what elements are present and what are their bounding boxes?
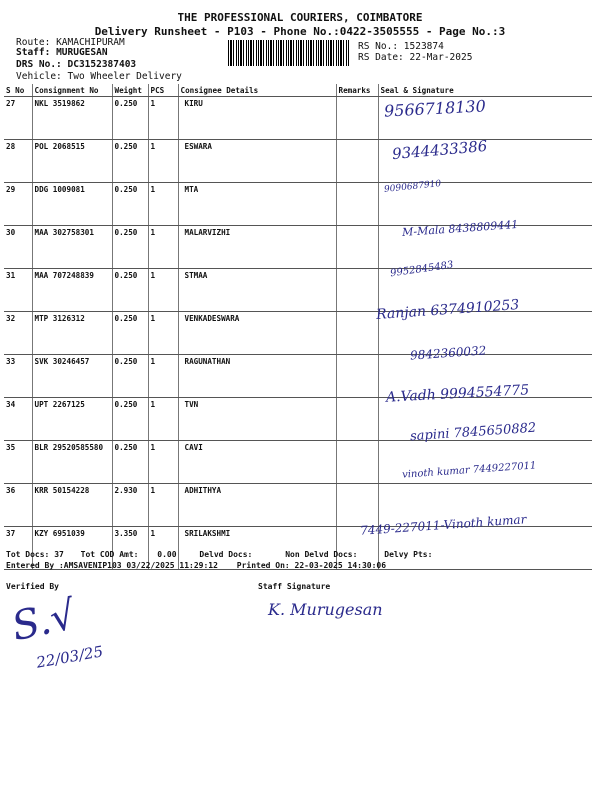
row-remarks <box>336 183 378 226</box>
row-remarks <box>336 312 378 355</box>
vehicle-value: Two Wheeler Delivery <box>67 71 182 82</box>
col-signature: Seal & Signature <box>378 84 592 97</box>
row-pcs: 1 <box>148 226 178 269</box>
row-weight: 0.250 <box>112 398 148 441</box>
verifier-signature-date: 22/03/25 <box>34 642 105 672</box>
table-row <box>4 312 592 355</box>
row-weight: 0.250 <box>112 140 148 183</box>
row-sno: 33 <box>4 355 32 398</box>
rs-no-label: RS No.: <box>358 41 399 52</box>
row-sno: 34 <box>4 398 32 441</box>
row-sno: 32 <box>4 312 32 355</box>
printed-on: Printed On: 22-03-2025 14:30:06 <box>236 561 387 570</box>
rs-date-value: 22-Mar-2025 <box>409 52 473 63</box>
row-remarks <box>336 269 378 312</box>
staff-signature: K. Murugesan <box>268 600 383 619</box>
consignee-signature: 9566718130 <box>383 96 487 121</box>
runsheet-title: Delivery Runsheet - P103 - Phone No.:0422-3505555 - Page No.:3 <box>94 25 506 38</box>
row-consignment: POL 2068515 <box>32 140 112 183</box>
row-consignee: ESWARA <box>178 140 336 183</box>
row-consignee: CAVI <box>178 441 336 484</box>
consignee-signature: 9842360032 <box>409 343 487 363</box>
row-weight: 0.250 <box>112 183 148 226</box>
row-weight: 0.250 <box>112 226 148 269</box>
row-sno: 35 <box>4 441 32 484</box>
row-consignee: RAGUNATHAN <box>178 355 336 398</box>
row-weight: 0.250 <box>112 355 148 398</box>
col-consignee: Consignee Details <box>178 84 336 97</box>
row-sno: 37 <box>4 527 32 570</box>
col-remarks: Remarks <box>336 84 378 97</box>
row-weight: 0.250 <box>112 312 148 355</box>
rs-date-label: RS Date: <box>358 52 404 63</box>
consignee-signature: Ranjan 6374910253 <box>375 296 520 323</box>
row-sno: 31 <box>4 269 32 312</box>
row-consignee: VENKADESWARA <box>178 312 336 355</box>
row-pcs: 1 <box>148 441 178 484</box>
row-remarks <box>336 140 378 183</box>
consignee-signature: M-Mala 8438809441 <box>401 217 519 239</box>
cod-value: 0.00 <box>157 550 177 559</box>
row-pcs: 1 <box>148 269 178 312</box>
row-pcs: 1 <box>148 527 178 570</box>
row-consignee: STMAA <box>178 269 336 312</box>
runsheet-table <box>4 84 592 570</box>
row-consignment: MTP 3126312 <box>32 312 112 355</box>
row-sno: 36 <box>4 484 32 527</box>
cod-label: Tot COD Amt: <box>80 550 139 559</box>
row-weight: 3.350 <box>112 527 148 570</box>
staff-value: MURUGESAN <box>56 47 108 58</box>
row-pcs: 1 <box>148 355 178 398</box>
row-consignment: SVK 30246457 <box>32 355 112 398</box>
row-consignment: MAA 302758301 <box>32 226 112 269</box>
row-pcs: 1 <box>148 312 178 355</box>
drs-line <box>16 59 136 70</box>
row-remarks <box>336 226 378 269</box>
row-consignee: TVN <box>178 398 336 441</box>
table-row <box>4 97 592 140</box>
row-consignee: KIRU <box>178 97 336 140</box>
row-consignment: KZY 6951039 <box>32 527 112 570</box>
consignee-signature: 9344433386 <box>391 136 489 163</box>
staff-line <box>16 47 108 58</box>
delvy-pts-label: Delvy Pts: <box>384 550 433 559</box>
consignee-signature: 7449-227011-Vinoth kumar <box>359 512 527 538</box>
row-weight: 0.250 <box>112 441 148 484</box>
row-remarks <box>336 441 378 484</box>
row-remarks <box>336 398 378 441</box>
row-pcs: 1 <box>148 97 178 140</box>
col-sno: S No <box>4 84 32 97</box>
staff-signature-label: Staff Signature <box>258 582 331 591</box>
rs-no-value: 1523874 <box>403 41 444 52</box>
consignee-signature: sapini 7845650882 <box>409 420 537 445</box>
row-weight: 2.930 <box>112 484 148 527</box>
row-consignee: SRILAKSHMI <box>178 527 336 570</box>
row-sno: 28 <box>4 140 32 183</box>
entered-line <box>6 561 386 570</box>
row-remarks <box>336 97 378 140</box>
row-sno: 27 <box>4 97 32 140</box>
verified-by-label: Verified By <box>6 582 59 591</box>
barcode <box>228 40 350 66</box>
row-consignee: ADHITHYA <box>178 484 336 527</box>
table-row <box>4 140 592 183</box>
row-consignee: MTA <box>178 183 336 226</box>
row-consignment: BLR 29520585580 <box>32 441 112 484</box>
vehicle-line <box>16 71 182 82</box>
col-pcs: PCS <box>148 84 178 97</box>
row-consignment: KRR 50154228 <box>32 484 112 527</box>
rs-date-line <box>358 52 472 63</box>
row-pcs: 1 <box>148 183 178 226</box>
row-consignment: MAA 707248839 <box>32 269 112 312</box>
row-remarks <box>336 355 378 398</box>
col-consignment: Consignment No <box>32 84 112 97</box>
staff-label: Staff: <box>16 47 51 58</box>
totals-line <box>6 550 432 559</box>
drs-value: DC3152387403 <box>67 59 137 70</box>
route-label: Route: <box>16 37 51 48</box>
row-weight: 0.250 <box>112 97 148 140</box>
row-weight: 0.250 <box>112 269 148 312</box>
row-sno: 30 <box>4 226 32 269</box>
rs-no-line <box>358 41 444 52</box>
consignee-signature: 9952845483 <box>389 259 455 280</box>
consignee-signature: 9090687910 <box>383 179 442 195</box>
tot-docs-label: Tot Docs: <box>6 550 50 559</box>
vehicle-label: Vehicle: <box>16 71 62 82</box>
row-pcs: 1 <box>148 140 178 183</box>
consignee-signature: A.Vadh 9994554775 <box>385 381 530 406</box>
table-header-row <box>4 84 592 97</box>
row-pcs: 1 <box>148 398 178 441</box>
row-sno: 29 <box>4 183 32 226</box>
delvd-label: Delvd Docs: <box>199 550 253 559</box>
row-pcs: 1 <box>148 484 178 527</box>
drs-label: DRS No.: <box>16 59 62 70</box>
route-value: KAMACHIPURAM <box>56 37 125 48</box>
row-remarks <box>336 484 378 527</box>
row-consignment: NKL 3519862 <box>32 97 112 140</box>
tot-docs-value: 37 <box>54 550 64 559</box>
verifier-signature: S.√ <box>7 591 81 651</box>
col-weight: Weight <box>112 84 148 97</box>
row-consignment: UPT 2267125 <box>32 398 112 441</box>
row-consignee: MALARVIZHI <box>178 226 336 269</box>
consignee-signature: vinoth kumar 7449227011 <box>401 459 537 481</box>
row-consignment: DDG 1009081 <box>32 183 112 226</box>
entered-by: Entered By :AMSAVENIP103 03/22/2025 11:29:12 <box>6 561 218 570</box>
company-name: THE PROFESSIONAL COURIERS, COIMBATORE <box>177 11 423 24</box>
non-delvd-label: Non Delvd Docs: <box>285 550 358 559</box>
